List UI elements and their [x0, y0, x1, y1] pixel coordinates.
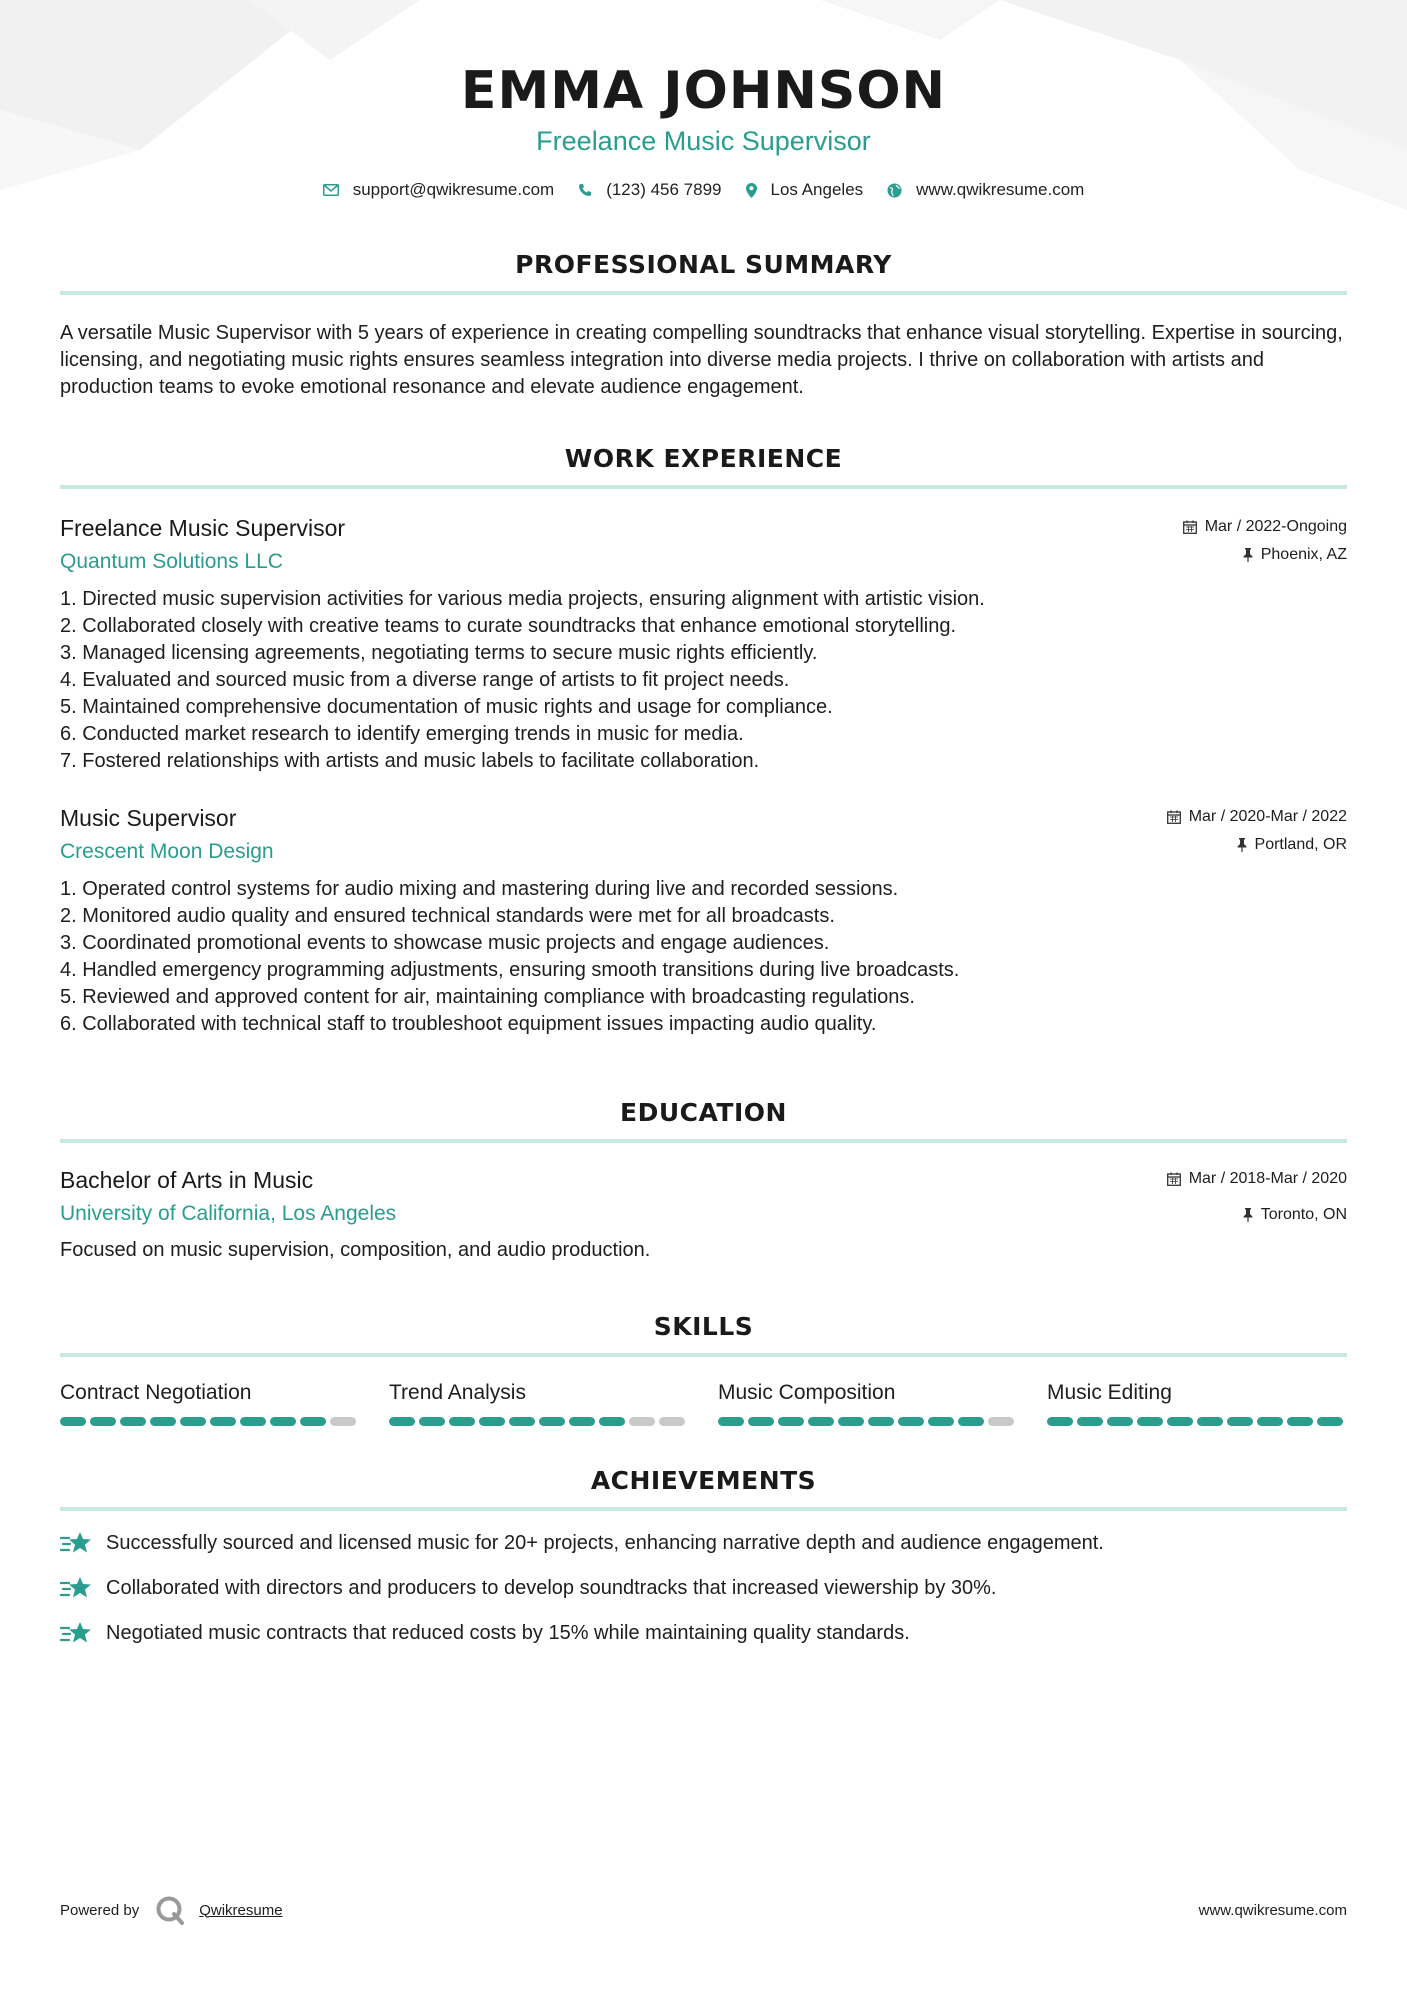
- skill-item: [389, 1379, 689, 1426]
- list-item: 5. Reviewed and approved content for air, maintaining compliance with broadcasting regulations.: [60, 986, 915, 1008]
- achievement-item: [60, 1574, 1347, 1602]
- skill-level-segment: [60, 1417, 86, 1426]
- pushpin-icon: [1243, 1208, 1253, 1222]
- education-location: Toronto, ON: [1260, 1206, 1347, 1223]
- job-title: Freelance Music Supervisor: [60, 515, 346, 541]
- list-item: 6. Collaborated with technical staff to troubleshoot equipment issues impacting audio quality.: [60, 1013, 877, 1035]
- job-company: Quantum Solutions LLC: [60, 550, 283, 573]
- education-entry: [60, 1165, 1347, 1264]
- email-text: support@qwikresume.com: [352, 180, 555, 199]
- pushpin-icon: [1237, 838, 1247, 852]
- brand-link[interactable]: Qwikresume: [199, 1901, 283, 1919]
- job-entry: [60, 513, 1347, 775]
- location-text: Los Angeles: [770, 180, 864, 199]
- list-item: 4. Handled emergency programming adjustments, ensuring smooth transitions during live broadcasts.: [60, 959, 960, 981]
- skill-level-bar: [718, 1417, 1018, 1426]
- list-item: 1. Directed music supervision activities for various media projects, ensuring alignment with artistic vision.: [60, 588, 985, 610]
- calendar-icon: [1183, 520, 1197, 534]
- list-item: 4. Evaluated and sourced music from a diverse range of artists to fit project needs.: [60, 669, 790, 691]
- skill-level-segment: [240, 1417, 266, 1426]
- skill-level-bar: [1047, 1417, 1347, 1426]
- skill-level-segment: [1197, 1417, 1223, 1426]
- skill-level-segment: [449, 1417, 475, 1426]
- skill-level-segment: [509, 1417, 535, 1426]
- achievement-item: [60, 1529, 1347, 1557]
- experience-section: [60, 444, 1347, 1038]
- list-item: 3. Coordinated promotional events to showcase music projects and engage audiences.: [60, 932, 830, 954]
- skill-level-segment: [270, 1417, 296, 1426]
- skill-level-segment: [389, 1417, 415, 1426]
- achievements-list: [60, 1529, 1347, 1647]
- skill-level-segment: [569, 1417, 595, 1426]
- shooting-star-icon: [60, 1529, 92, 1557]
- skill-level-segment: [778, 1417, 804, 1426]
- footer-url[interactable]: www.qwikresume.com: [1198, 1901, 1347, 1919]
- skill-level-segment: [1227, 1417, 1253, 1426]
- summary-section: [60, 250, 1347, 401]
- skill-level-segment: [1077, 1417, 1103, 1426]
- list-item: 3. Managed licensing agreements, negotiating terms to secure music rights efficiently.: [60, 642, 818, 664]
- powered-by-label: Powered by: [60, 1901, 140, 1919]
- skill-name: Trend Analysis: [389, 1381, 526, 1404]
- list-item: 7. Fostered relationships with artists and music labels to facilitate collaboration.: [60, 750, 760, 772]
- degree-title: Bachelor of Arts in Music: [60, 1167, 314, 1193]
- job-location: Phoenix, AZ: [1260, 546, 1347, 563]
- skill-level-segment: [1047, 1417, 1073, 1426]
- achievement-text: Successfully sourced and licensed music for 20+ projects, enhancing narrative depth and audience engagement.: [106, 1531, 1104, 1554]
- education-dates: Mar / 2018-Mar / 2020: [1188, 1170, 1347, 1187]
- skill-level-segment: [748, 1417, 774, 1426]
- skill-name: Contract Negotiation: [60, 1381, 252, 1404]
- skill-name: Music Editing: [1047, 1381, 1172, 1404]
- candidate-name: EMMA JOHNSON: [460, 61, 947, 121]
- education-section: [60, 1098, 1347, 1264]
- contact-phone[interactable]: [578, 180, 721, 200]
- page-footer: [60, 1895, 1347, 1925]
- skill-level-segment: [629, 1417, 655, 1426]
- candidate-role: Freelance Music Supervisor: [536, 126, 871, 156]
- skill-level-segment: [1317, 1417, 1343, 1426]
- job-bullets: [60, 876, 1347, 1038]
- job-bullets: [60, 586, 1347, 775]
- job-dates: Mar / 2022-Ongoing: [1204, 518, 1347, 535]
- skills-row: [60, 1379, 1347, 1426]
- skills-heading: SKILLS: [60, 1312, 1347, 1357]
- map-pin-icon: [746, 183, 757, 198]
- skill-level-segment: [988, 1417, 1014, 1426]
- skill-level-segment: [808, 1417, 834, 1426]
- skill-level-segment: [868, 1417, 894, 1426]
- skill-level-segment: [210, 1417, 236, 1426]
- contact-website[interactable]: [887, 180, 1084, 200]
- globe-icon: [887, 183, 902, 198]
- job-company: Crescent Moon Design: [60, 840, 274, 863]
- skill-level-segment: [1137, 1417, 1163, 1426]
- skill-level-segment: [1107, 1417, 1133, 1426]
- skill-level-bar: [389, 1417, 689, 1426]
- job-entry: [60, 803, 1347, 1038]
- skill-name: Music Composition: [718, 1381, 896, 1404]
- skill-item: [60, 1379, 360, 1426]
- skills-section: [60, 1312, 1347, 1426]
- education-description: Focused on music supervision, composition, and audio production.: [60, 1239, 651, 1261]
- skill-level-segment: [479, 1417, 505, 1426]
- contact-location: [746, 180, 864, 200]
- phone-icon: [578, 183, 592, 197]
- skill-level-segment: [928, 1417, 954, 1426]
- shooting-star-icon: [60, 1574, 92, 1602]
- achievement-text: Collaborated with directors and producers to develop soundtracks that increased viewership by 30%.: [106, 1576, 997, 1599]
- calendar-icon: [1167, 810, 1181, 824]
- skill-level-segment: [718, 1417, 744, 1426]
- skill-level-segment: [539, 1417, 565, 1426]
- skill-level-segment: [180, 1417, 206, 1426]
- skill-level-segment: [659, 1417, 685, 1426]
- skill-level-segment: [1167, 1417, 1193, 1426]
- skill-level-segment: [838, 1417, 864, 1426]
- achievement-text: Negotiated music contracts that reduced costs by 15% while maintaining quality standards.: [106, 1621, 910, 1644]
- calendar-icon: [1167, 1172, 1181, 1186]
- skill-level-segment: [300, 1417, 326, 1426]
- skill-level-segment: [90, 1417, 116, 1426]
- skill-level-segment: [958, 1417, 984, 1426]
- skill-level-segment: [330, 1417, 356, 1426]
- job-title: Music Supervisor: [60, 805, 237, 831]
- website-text: www.qwikresume.com: [916, 180, 1085, 199]
- skill-level-segment: [599, 1417, 625, 1426]
- list-item: 2. Monitored audio quality and ensured technical standards were met for all broadcasts.: [60, 905, 835, 927]
- achievements-heading: ACHIEVEMENTS: [60, 1466, 1347, 1511]
- list-item: 1. Operated control systems for audio mixing and mastering during live and recorded sessions.: [60, 878, 899, 900]
- summary-text: A versatile Music Supervisor with 5 years of experience in creating compelling soundtracks that enhance visual storytelling. Expertise in sourcing, licensing, and negotiating music rights ensures seamless integration into diverse media projects. I thrive on collaboration with artists and production teams to evoke emotional resonance and elevate audience engagement.: [60, 322, 1343, 398]
- achievements-section: [60, 1466, 1347, 1647]
- skill-level-bar: [60, 1417, 360, 1426]
- list-item: 2. Collaborated closely with creative teams to curate soundtracks that enhance emotional storytelling.: [60, 615, 957, 637]
- school-name: University of California, Los Angeles: [60, 1202, 397, 1225]
- qwikresume-logo-icon: [155, 1895, 185, 1925]
- skill-item: [1047, 1379, 1347, 1426]
- achievement-item: [60, 1619, 1347, 1647]
- skill-level-segment: [150, 1417, 176, 1426]
- job-location: Portland, OR: [1254, 836, 1347, 853]
- education-heading: EDUCATION: [60, 1098, 1347, 1143]
- skill-level-segment: [1287, 1417, 1313, 1426]
- list-item: 5. Maintained comprehensive documentation of music rights and usage for compliance.: [60, 696, 833, 718]
- pushpin-icon: [1243, 548, 1253, 562]
- phone-text: (123) 456 7899: [606, 180, 722, 199]
- contact-email[interactable]: [323, 180, 555, 200]
- list-item: 6. Conducted market research to identify emerging trends in music for media.: [60, 723, 744, 745]
- skill-item: [718, 1379, 1018, 1426]
- resume-header: [60, 0, 1347, 200]
- skill-level-segment: [419, 1417, 445, 1426]
- shooting-star-icon: [60, 1619, 92, 1647]
- skill-level-segment: [120, 1417, 146, 1426]
- skill-level-segment: [898, 1417, 924, 1426]
- skill-level-segment: [1257, 1417, 1283, 1426]
- job-dates: Mar / 2020-Mar / 2022: [1188, 808, 1347, 825]
- summary-heading: PROFESSIONAL SUMMARY: [60, 250, 1347, 295]
- email-icon: [323, 184, 339, 196]
- contact-bar: [60, 180, 1347, 200]
- experience-heading: WORK EXPERIENCE: [60, 444, 1347, 489]
